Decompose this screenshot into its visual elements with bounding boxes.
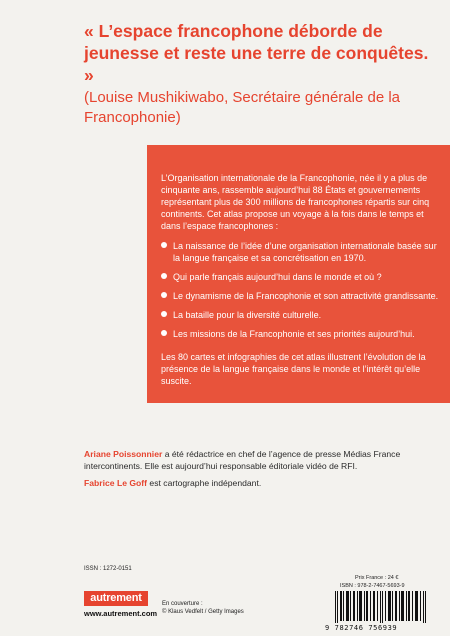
price-label: Prix France : 24 € [355,575,399,581]
issn-label: ISSN : 1272-0151 [84,566,132,572]
author-bio: Fabrice Le Goff est cartographe indépendant. [84,478,262,488]
barcode-digits: 9 782746 756939 [325,624,398,632]
isbn-label: ISBN : 978-2-7467-5693-9 [340,583,405,589]
back-cover-quote: « L’espace francophone déborde de jeunesse et reste une terre de conquêtes. » [84,21,429,85]
summary-bullet-list [161,240,443,340]
summary-closing: Les 80 cartes et infographies de cet atlas illustrent l’évolution de la présence de la langue française dans le monde et l’intérêt qu’elle suscite. [161,352,426,386]
cover-credit: En couverture : © Klaus Vedfelt / Getty Images [162,601,244,615]
barcode-icon [335,591,427,623]
summary-text [161,172,443,387]
author-name: Fabrice Le Goff [84,478,148,488]
summary-bullet: La bataille pour la diversité culturelle. [161,309,443,321]
bullet-dot-icon [161,242,167,248]
bullet-dot-icon [161,311,167,317]
bullet-dot-icon [161,330,167,336]
summary-intro: L’Organisation internationale de la Francophonie, née il y a plus de cinquante ans, rassemble aujourd’hui 88 États et gouvernements représentant plus de 300 millions de francophones répartis sur cinq continents. Cet atlas propose un voyage à la fois dans le temps et dans l’espace francophones : [161,173,430,231]
author-name: Ariane Poissonnier [84,449,163,459]
summary-bullet: Le dynamisme de la Francophonie et son attractivité grandissante. [161,290,443,302]
bullet-dot-icon [161,292,167,298]
publisher-website-link[interactable]: www.autrement.com [84,609,158,618]
summary-bullet: Les missions de la Francophonie et ses priorités aujourd’hui. [161,328,443,340]
quote-attribution: (Louise Mushikiwabo, Secrétaire générale de la Francophonie) [84,89,401,126]
bullet-dot-icon [161,273,167,279]
summary-bullet: La naissance de l’idée d’une organisation internationale basée sur la langue française et sa concrétisation en 1970. [161,240,443,264]
author-bio: Ariane Poissonnier a été rédactrice en chef de l’agence de presse Médias France intercontinents. Elle est aujourd’hui responsable éditoriale vidéo de RFI. [84,449,401,471]
summary-bullet: Qui parle français aujourd’hui dans le monde et où ? [161,271,443,283]
author-bios [84,448,429,494]
publisher-logo: autrement [84,591,148,606]
